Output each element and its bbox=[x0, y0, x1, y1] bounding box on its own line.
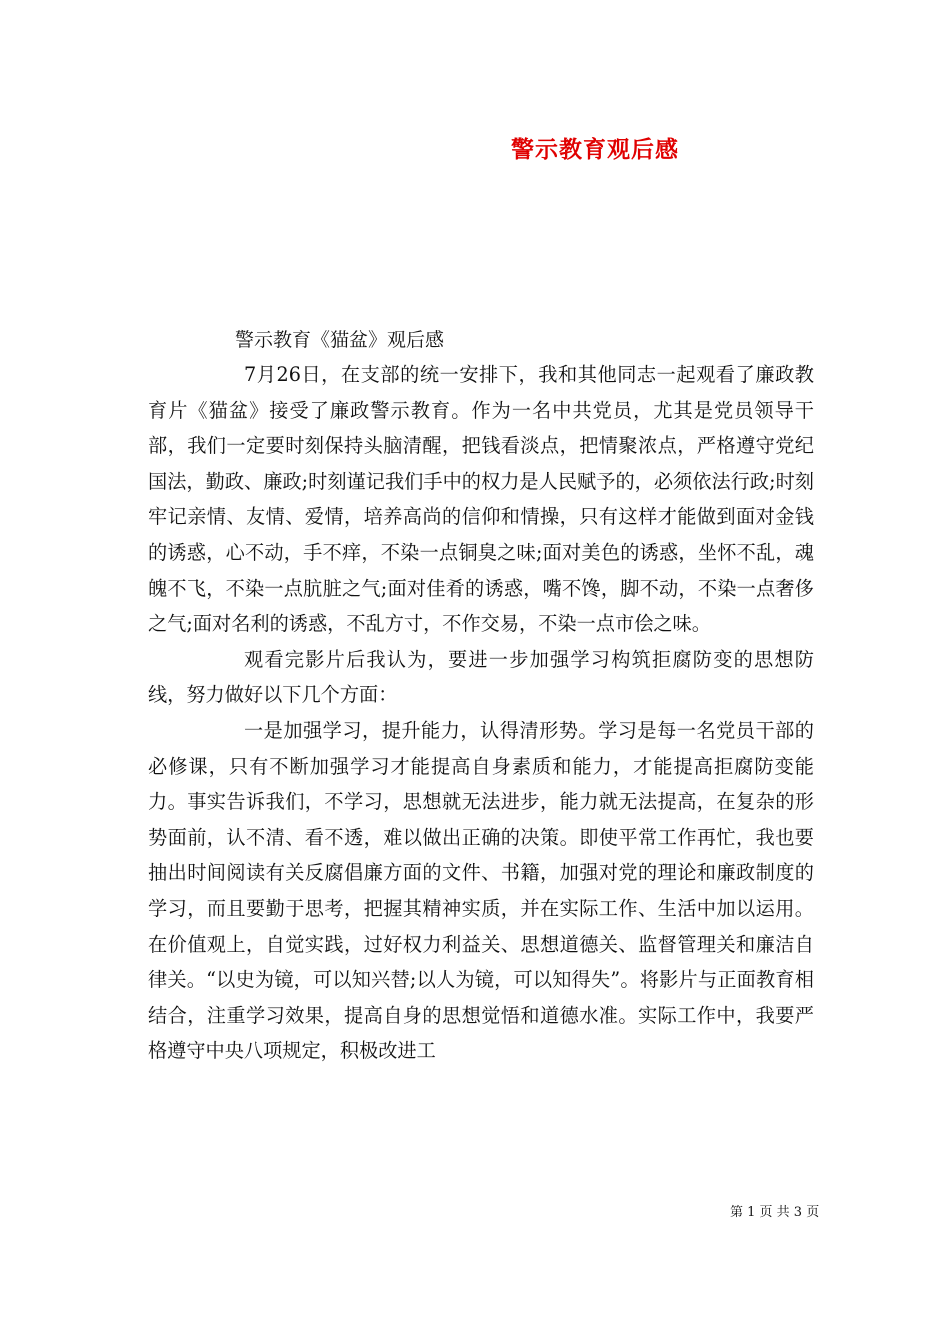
document-title: 警示教育观后感 bbox=[511, 137, 679, 163]
document-body bbox=[148, 357, 814, 1069]
body-paragraph: 7月26日，在支部的统一安排下，我和其他同志一起观看了廉政教育片《猫盆》接受了廉政警示教育。作为一名中共党员，尤其是党员领导干部，我们一定要时刻保持头脑清醒，把钱看淡点，把情聚浓点，严格遵守党纪国法，勤政、廉政;时刻谨记我们手中的权力是人民赋予的，必须依法行政;时刻牢记亲情、友情、爱情，培养高尚的信仰和情操，只有这样才能做到面对金钱的诱惑，心不动，手不痒，不染一点铜臭之味;面对美色的诱惑，坐怀不乱，魂魄不飞，不染一点肮脏之气;面对佳肴的诱惑，嘴不馋，脚不动，不染一点奢侈之气;面对名利的诱惑，不乱方寸，不作交易，不染一点市侩之味。 bbox=[148, 363, 814, 636]
body-paragraph: 一是加强学习，提升能力，认得清形势。学习是每一名党员干部的必修课，只有不断加强学习才能提高自身素质和能力，才能提高拒腐防变能力。事实告诉我们，不学习，思想就无法进步，能力就无法提高，在复杂的形势面前，认不清、看不透，难以做出正确的决策。即使平常工作再忙，我也要抽出时间阅读有关反腐倡廉方面的文件、书籍，加强对党的理论和廉政制度的学习，而且要勤于思考，把握其精神实质，并在实际工作、生活中加以运用。在价值观上，自觉实践，过好权力利益关、思想道德关、监督管理关和廉洁自律关。“以史为镜，可以知兴替;以人为镜，可以知得失”。将影片与正面教育相结合，注重学习效果，提高自身的思想觉悟和道德水准。实际工作中，我要严格遵守中央八项规定，积极改进工 bbox=[148, 718, 814, 1063]
body-paragraph: 观看完影片后我认为，要进一步加强学习构筑拒腐防变的思想防线，努力做好以下几个方面： bbox=[148, 647, 814, 707]
document-subtitle: 警示教育《猫盆》观后感 bbox=[235, 329, 445, 351]
page-number-footer: 第 1 页 共 3 页 bbox=[730, 1205, 820, 1220]
